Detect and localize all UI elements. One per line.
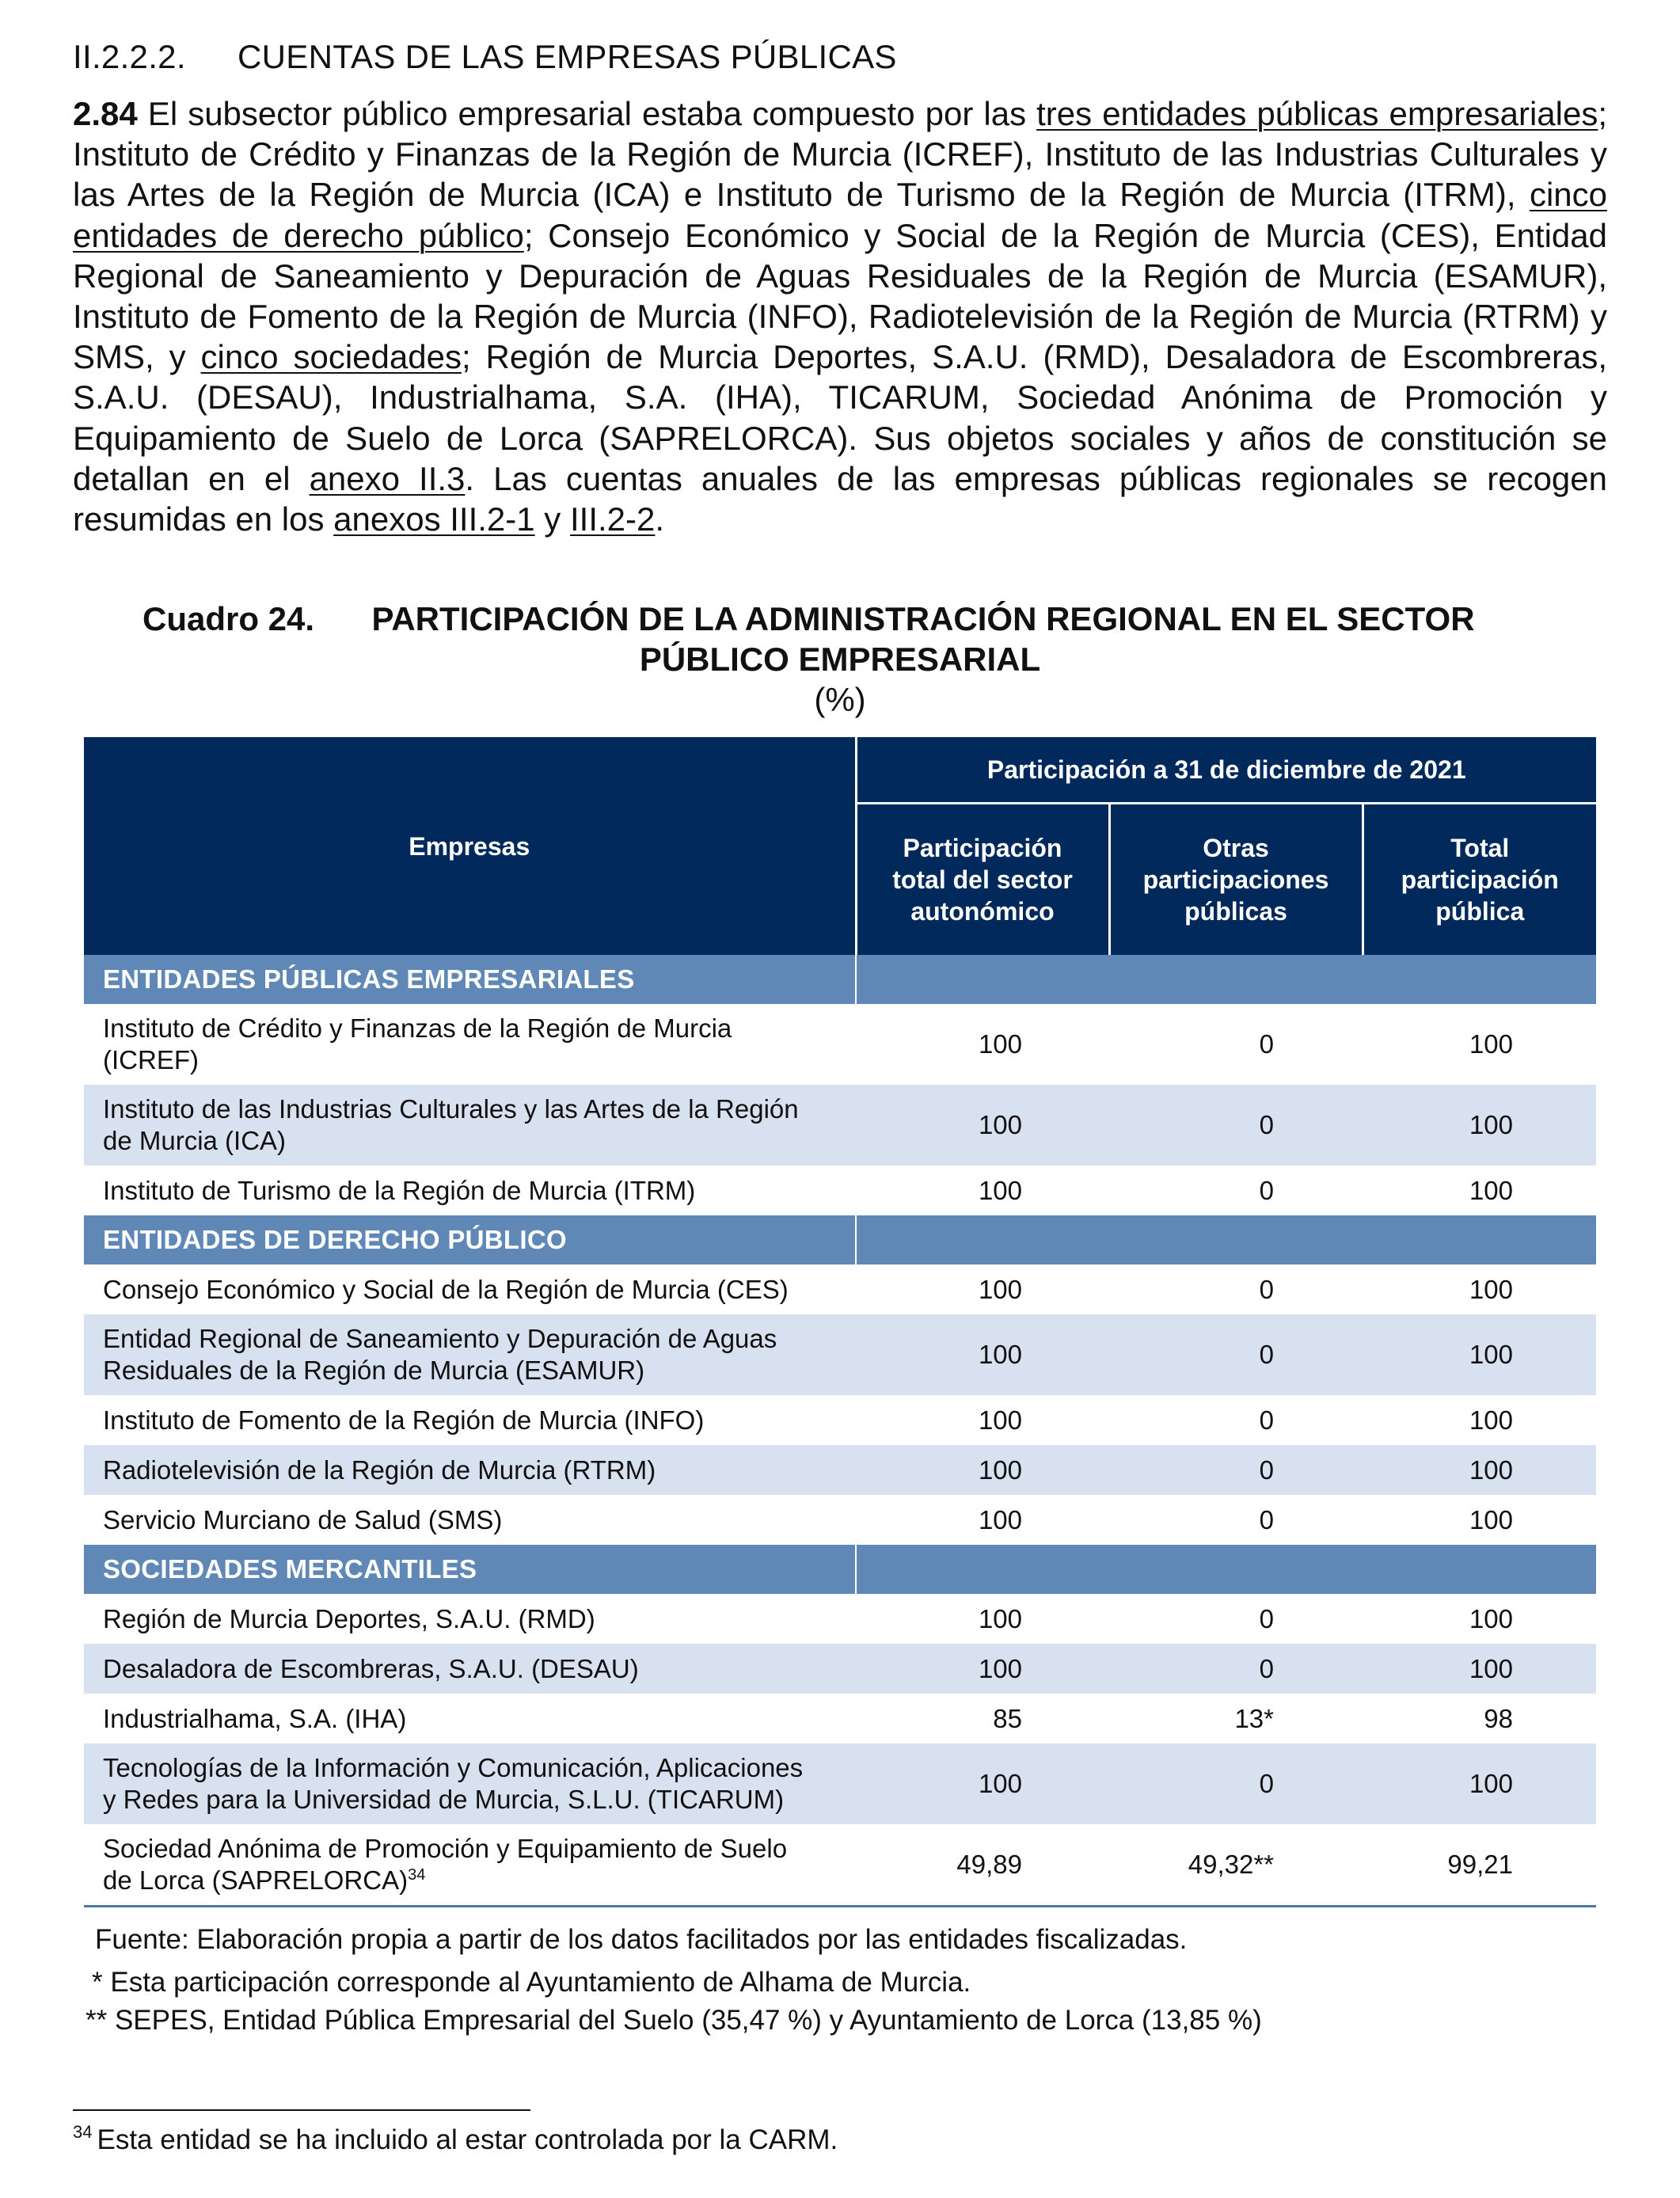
column-header-total-participacion [1363, 804, 1596, 956]
table-caption [73, 599, 1607, 720]
value-total: 100 [1363, 1314, 1596, 1395]
table-row [84, 1744, 1596, 1824]
value-autonomico: 100 [856, 1445, 1109, 1495]
participation-table [84, 737, 1596, 1907]
value-total: 100 [1363, 1744, 1596, 1824]
value-autonomico: 100 [978, 1603, 1022, 1633]
value-autonomico: 100 [856, 1314, 1109, 1395]
paragraph-text: ; Instituto de Crédito y Finanzas de la Región de Murcia (ICREF), Instituto de las Industrias Culturales y las Artes de la Región de Murcia (ICA) e Instituto de Turismo de la Región de Murcia (ITRM), [73, 95, 1607, 214]
name-line: (ICREF) [103, 1045, 199, 1074]
paragraph-number: 2.84 [73, 95, 138, 132]
header-line: pública [1435, 897, 1525, 926]
column-header-empresas: Empresas [84, 737, 856, 955]
name-line: Instituto de Crédito y Finanzas de la Región de Murcia [103, 1013, 732, 1043]
value-total: 100 [1363, 1644, 1596, 1694]
table-row [84, 1264, 1596, 1314]
table-header-row [84, 737, 1596, 804]
company-name [84, 1314, 856, 1395]
value-otras: 0 [1259, 1603, 1274, 1633]
company-name [84, 1085, 856, 1166]
value-otras: 13* [1234, 1703, 1274, 1733]
link-sociedades[interactable]: cinco sociedades [200, 338, 462, 376]
header-line: Total [1450, 834, 1510, 862]
link-anexo-iii-2-2[interactable]: III.2-2 [569, 500, 656, 538]
caption-line-1: PARTICIPACIÓN DE LA ADMINISTRACIÓN REGIONAL EN EL SECTOR [371, 600, 1475, 637]
header-line: participación [1401, 865, 1559, 894]
header-line: Participación [903, 834, 1062, 862]
company-name: Radiotelevisión de la Región de Murcia (RTRM) [84, 1445, 856, 1495]
table-row [84, 1395, 1596, 1445]
value-total: 99,21 [1363, 1824, 1596, 1907]
table-row [84, 1594, 1596, 1644]
table-row [84, 1085, 1596, 1166]
table-row [84, 1166, 1596, 1215]
section-title: ENTIDADES DE DERECHO PÚBLICO [84, 1215, 856, 1264]
paragraph-text: . Las cuentas anuales de las empresas públicas regionales se recogen resumidas en los [73, 459, 1607, 538]
caption-number: Cuadro 24. [143, 600, 315, 637]
link-entidades-derecho-publico[interactable]: cinco entidades de derecho público [73, 176, 1607, 254]
section-title: CUENTAS DE LAS EMPRESAS PÚBLICAS [238, 38, 897, 75]
value-autonomico: 100 [978, 1405, 1022, 1435]
company-name: Instituto de Turismo de la Región de Murcia (ITRM) [103, 1175, 696, 1205]
value-otras: 0 [1109, 1744, 1363, 1824]
name-line: de Murcia (ICA) [103, 1126, 287, 1155]
value-total: 100 [1469, 1405, 1513, 1435]
paragraph-text: y [534, 500, 570, 538]
company-name: Consejo Económico y Social de la Región de Murcia (CES) [103, 1274, 789, 1304]
paragraph-2-84 [73, 93, 1607, 539]
paragraph-text: . [655, 500, 665, 538]
table-row [84, 1495, 1596, 1545]
link-anexo-iii-2-1[interactable]: anexos III.2-1 [333, 500, 535, 538]
company-name: Industrialhama, S.A. (IHA) [103, 1703, 407, 1733]
header-line: públicas [1184, 897, 1287, 926]
section-filler [856, 1215, 1596, 1264]
table-row [84, 1694, 1596, 1744]
header-line: Otras [1203, 834, 1269, 862]
table-row [84, 1644, 1596, 1694]
section-row [84, 1215, 1596, 1264]
name-line: Tecnologías de la Información y Comunicación, Aplicaciones [103, 1753, 804, 1782]
company-name [84, 1744, 856, 1824]
value-autonomico: 85 [993, 1703, 1022, 1733]
paragraph-text: ; Consejo Económico y Social de la Región de Murcia (CES), Entidad Regional de Saneamiento y Depuración de Aguas Residuales de la Región de Murcia (ESAMUR), Instituto de Fomento de la Región de Murcia (INFO), Radiotelevisión de la Región de Murcia (RTRM) y SMS, y [73, 216, 1608, 376]
caption-line-2: PÚBLICO EMPRESARIAL [639, 641, 1041, 678]
section-heading [73, 38, 897, 76]
table-row [84, 1314, 1596, 1395]
section-title: SOCIEDADES MERCANTILES [84, 1545, 856, 1594]
value-otras: 0 [1109, 1445, 1363, 1495]
value-otras: 0 [1259, 1029, 1274, 1059]
section-title: ENTIDADES PÚBLICAS EMPRESARIALES [84, 955, 856, 1004]
value-total: 100 [1469, 1504, 1513, 1534]
value-otras: 0 [1259, 1405, 1274, 1435]
name-line: Residuales de la Región de Murcia (ESAMUR) [103, 1356, 645, 1385]
column-header-otras-participaciones [1109, 804, 1363, 956]
table-row [84, 1004, 1596, 1085]
table-row [84, 1445, 1596, 1495]
header-line: autonómico [910, 897, 1055, 926]
value-total: 100 [1363, 1445, 1596, 1495]
column-group-header: Participación a 31 de diciembre de 2021 [856, 737, 1596, 804]
company-name [84, 1824, 856, 1907]
name-line: de Lorca (SAPRELORCA) [103, 1865, 409, 1895]
value-total: 98 [1484, 1703, 1513, 1733]
header-line: total del sector [892, 865, 1073, 894]
value-otras: 0 [1259, 1504, 1274, 1534]
name-line: Entidad Regional de Saneamiento y Depuración de Aguas [103, 1324, 777, 1353]
company-name: Región de Murcia Deportes, S.A.U. (RMD) [103, 1603, 595, 1633]
footnote-number: 34 [73, 2122, 93, 2142]
value-otras: 0 [1109, 1644, 1363, 1694]
name-line: Sociedad Anónima de Promoción y Equipamiento de Suelo [103, 1834, 788, 1863]
value-total: 100 [1363, 1085, 1596, 1166]
value-otras: 0 [1109, 1314, 1363, 1395]
caption-unit: (%) [814, 681, 866, 718]
name-line: y Redes para la Universidad de Murcia, S.L.U. (TICARUM) [103, 1785, 785, 1814]
value-autonomico: 100 [978, 1029, 1022, 1059]
value-autonomico: 100 [856, 1644, 1109, 1694]
value-total: 100 [1469, 1175, 1513, 1205]
section-row [84, 1545, 1596, 1594]
footnote-text: Esta entidad se ha incluido al estar controlada por la CARM. [97, 2124, 838, 2155]
value-autonomico: 100 [978, 1274, 1022, 1304]
column-header-participacion-autonomico [856, 804, 1109, 956]
value-autonomico: 100 [856, 1744, 1109, 1824]
footnote [73, 2124, 838, 2156]
value-total: 100 [1469, 1029, 1513, 1059]
link-anexo-ii-3[interactable]: anexo II.3 [309, 459, 466, 497]
company-name: Instituto de Fomento de la Región de Murcia (INFO) [103, 1405, 705, 1435]
value-autonomico: 100 [856, 1085, 1109, 1166]
value-autonomico: 100 [978, 1175, 1022, 1205]
header-line: participaciones [1142, 865, 1329, 894]
value-otras: 0 [1259, 1175, 1274, 1205]
section-filler [856, 955, 1596, 1004]
value-autonomico: 49,89 [856, 1824, 1109, 1907]
value-total: 100 [1469, 1274, 1513, 1304]
link-entidades-publicas[interactable]: tres entidades públicas empresariales [1036, 95, 1598, 132]
value-autonomico: 100 [978, 1504, 1022, 1534]
value-otras: 0 [1259, 1274, 1274, 1304]
table-note-2: ** SEPES, Entidad Pública Empresarial del Suelo (35,47 %) y Ayuntamiento de Lorca (13,85 %) [86, 2005, 1262, 2036]
value-otras: 0 [1109, 1085, 1363, 1166]
value-total: 100 [1469, 1603, 1513, 1633]
name-line: Instituto de las Industrias Culturales y las Artes de la Región [103, 1094, 799, 1124]
section-number: II.2.2.2. [73, 38, 186, 75]
value-otras: 49,32** [1109, 1824, 1363, 1907]
section-filler [856, 1545, 1596, 1594]
section-row [84, 955, 1596, 1004]
table-row [84, 1824, 1596, 1907]
paragraph-text: El subsector público empresarial estaba compuesto por las [137, 95, 1037, 132]
footnote-reference[interactable]: 34 [408, 1866, 426, 1884]
paragraph-text: ; Región de Murcia Deportes, S.A.U. (RMD), Desaladora de Escombreras, S.A.U. (DESAU), Industrialhama, S.A. (IHA), TICARUM, Sociedad Anónima de Promoción y Equipamiento de Suelo de Lorca (SAPRELORCA). Sus objetos sociales y años de constitución se detallan en el [73, 338, 1608, 497]
footnote-divider [73, 2109, 530, 2111]
company-name: Servicio Murciano de Salud (SMS) [103, 1504, 503, 1534]
table-note-1: * Esta participación corresponde al Ayuntamiento de Alhama de Murcia. [92, 1967, 971, 1998]
company-name: Desaladora de Escombreras, S.A.U. (DESAU) [84, 1644, 856, 1694]
company-name [84, 1004, 856, 1085]
table-source: Fuente: Elaboración propia a partir de los datos facilitados por las entidades fiscalizadas. [95, 1924, 1188, 1955]
